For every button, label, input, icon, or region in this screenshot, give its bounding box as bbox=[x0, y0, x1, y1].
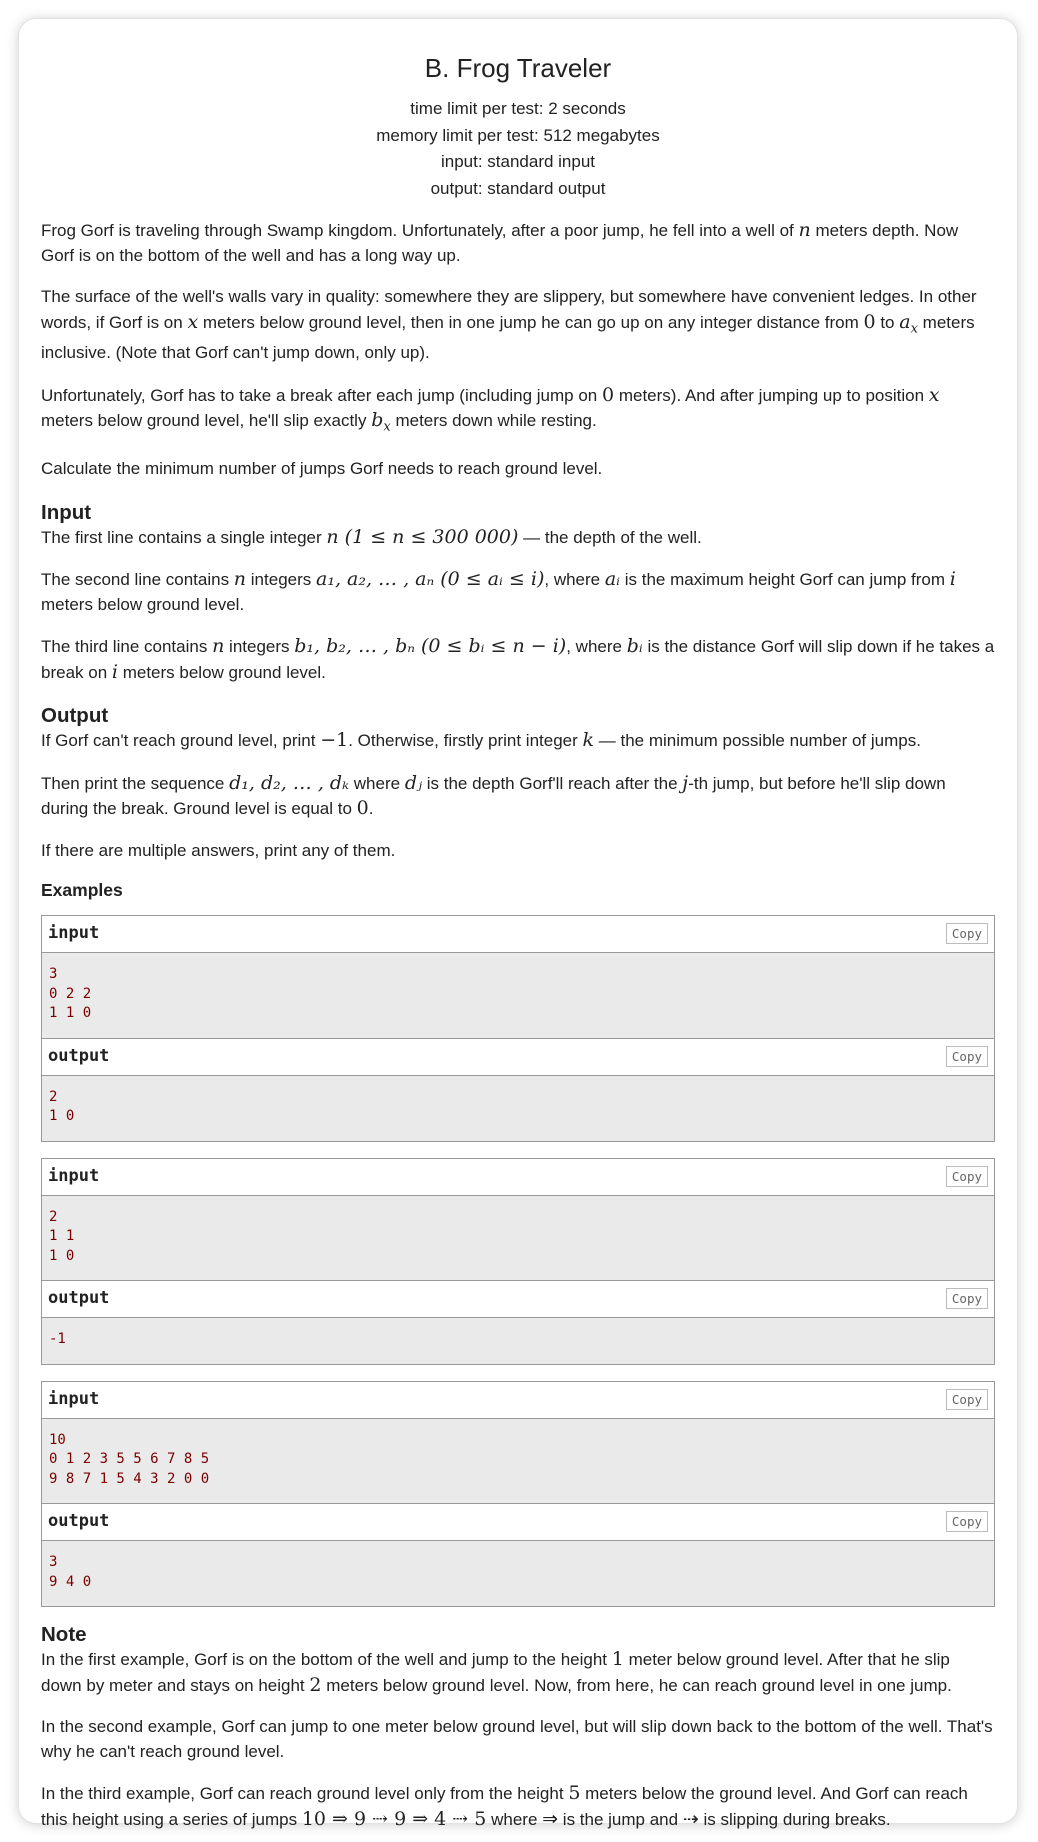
input-file: input: standard input bbox=[440, 152, 596, 171]
problem-card bbox=[18, 18, 1018, 1830]
example-output-header: output Copy bbox=[42, 1503, 994, 1541]
example-output[interactable]: 2 1 0 bbox=[42, 1076, 994, 1141]
legend bbox=[41, 218, 995, 482]
problem-title: B. Frog Traveler bbox=[424, 53, 612, 83]
output-file: output: standard output bbox=[430, 178, 606, 198]
copy-button[interactable]: Copy bbox=[946, 1046, 988, 1067]
input-specification: Input The first line contains a single integer n (1 ≤ n ≤ 300 000) — the depth of the well. The second line contains n integers a₁, a₂, … , aₙ (0 ≤ aᵢ ≤ i), where aᵢ is the maximum height Gorf can jump from i meters below ground level. The third line contains n integers b₁, b₂, … , bₙ (0 ≤ bᵢ ≤ n − i), where bᵢ is the distance Gorf will slip down if he takes a break on i meters below ground level. bbox=[41, 500, 995, 683]
note-section: Note In the first example, Gorf is on the bottom of the well and jump to the height 1 meter below ground level. After that he slip down by meter and stays on height 2 meters below ground level. Now, from here, he can reach ground level in one jump. In the second example, Gorf can jump to one meter below ground level, but will slip down back to the bottom of the well. That's why he can't reach ground level. In the third example, Gorf can reach ground level only from the height 5 meters below the ground level. And Gorf can reach this height using a series of jumps 10 ⇒ 9 ⇢ 9 ⇒ 4 ⇢ 5 where ⇒ is the jump and ⇢ is slipping during breaks. bbox=[41, 1623, 995, 1832]
copy-button[interactable]: Copy bbox=[946, 1389, 988, 1410]
time-limit: time limit per test: 2 seconds bbox=[410, 99, 626, 118]
copy-button[interactable]: Copy bbox=[946, 1166, 988, 1187]
example-output-header: output Copy bbox=[42, 1038, 994, 1076]
example-output[interactable]: 3 9 4 0 bbox=[42, 1541, 994, 1606]
example-block bbox=[41, 1158, 995, 1365]
limits-block bbox=[41, 96, 995, 202]
example-input-header: input Copy bbox=[42, 1382, 994, 1419]
examples-section bbox=[41, 880, 995, 1607]
legend-paragraph: The surface of the well's walls vary in quality: somewhere they are slippery, but somewhere have convenient ledges. In other words, if Gorf is on x meters below ground level, then in one jump he can go up on any integer distance from 0 to $a_x$ meters inclusive. (Note that Gorf can't jump down, only up). bbox=[41, 287, 977, 363]
example-output[interactable]: -1 bbox=[42, 1318, 994, 1364]
note-title: Note bbox=[41, 1623, 87, 1647]
example-input[interactable]: 10 0 1 2 3 5 5 6 7 8 5 9 8 7 1 5 4 3 2 0 0 bbox=[42, 1419, 994, 1504]
example-block bbox=[41, 915, 995, 1142]
copy-button[interactable]: Copy bbox=[946, 923, 988, 944]
example-input-header: input Copy bbox=[42, 1159, 994, 1196]
examples-title: Examples bbox=[41, 880, 123, 901]
legend-paragraph: Unfortunately, Gorf has to take a break after each jump (including jump on 0 meters). And after jumping up to position x meters below ground level, he'll slip exactly $b_x$ meters down while resting. bbox=[41, 383, 940, 435]
memory-limit: memory limit per test: 512 megabytes bbox=[376, 125, 660, 145]
example-input[interactable]: 2 1 1 1 0 bbox=[42, 1196, 994, 1281]
output-section-title: Output bbox=[41, 704, 109, 728]
legend-paragraph: Calculate the minimum number of jumps Gorf needs to reach ground level. bbox=[41, 459, 603, 479]
input-section-title: Input bbox=[41, 500, 92, 524]
example-input-header: input Copy bbox=[42, 916, 994, 953]
legend-paragraph: Frog Gorf is traveling through Swamp kingdom. Unfortunately, after a poor jump, he fell into a well of n meters depth. Now Gorf is on the bottom of the well and has a long way up. bbox=[41, 219, 959, 265]
example-block bbox=[41, 1381, 995, 1608]
example-input[interactable]: 3 0 2 2 1 1 0 bbox=[42, 953, 994, 1038]
copy-button[interactable]: Copy bbox=[946, 1288, 988, 1309]
output-specification: Output If Gorf can't reach ground level, print −1. Otherwise, firstly print integer k — the minimum possible number of jumps. Then print the sequence d₁, d₂, … , dₖ where dⱼ is the depth Gorf'll reach after the j-th jump, but before he'll slip down during the break. Ground level is equal to 0. If there are multiple answers, print any of them. bbox=[41, 704, 995, 863]
copy-button[interactable]: Copy bbox=[946, 1511, 988, 1532]
example-output-header: output Copy bbox=[42, 1280, 994, 1318]
